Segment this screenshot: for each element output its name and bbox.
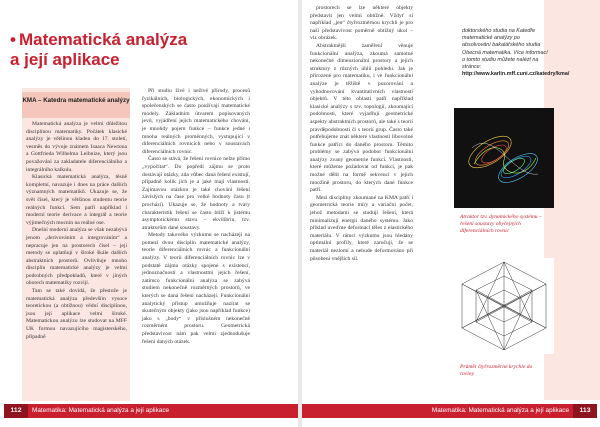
sidebar-paragraph: Dnešní moderní analýza se však nezabývá jenom „derivováním a integrováním“ a nepracuje jen na prostorech čísel – její metody se uplatňují v široké škále dalších abstraktních prostorů. Ovlivňuje mnoho disciplín matematické analýzy je velmi podrobných předpokladů, které v jiných oborech matematiky rozvijí. bbox=[26, 227, 127, 287]
page-number-right: 113 bbox=[573, 404, 597, 418]
page-number-left: 112 bbox=[4, 404, 28, 418]
sidebar-text bbox=[26, 121, 127, 341]
body-paragraph: Mezi disciplíny zkoumané na KMA patří i geometrická teorie míry a variační počet, jehož metodami se studují řešení, která minimalizují energii daného systému. Jako příklad uveďme deformaci těles z elastického materiálu. V rámci výzkumu jsou hledány optimální profily, které zaručují, že se materiál nezlomí a nebude deformováno při působení vnějších sil. bbox=[310, 194, 413, 262]
sidebar-paragraph: Matematická analýza je velmi důležitou disciplínou matematiky. Počátek klasické analýzy je většinou kladen do 17. století, vesměs do vývoje známem Isaaca Newtona a Gottfrieda Wilhelma Leibnize, který jsou považováni za zakladatele diferenciálního a integrálního kalkulu. bbox=[26, 121, 127, 173]
attractor-caption: Atraktor tzv. dynamického systému – řešení soustavy obyčejných diferenciálních rovnic bbox=[460, 214, 542, 235]
title-line-1: Matematická analýza bbox=[18, 30, 188, 49]
page-title bbox=[10, 30, 200, 70]
footer-left: Matematika: Matematická analýza a její aplikace bbox=[28, 404, 298, 418]
info-text: doktorského studia na Katedře matematické analýzy po absolvování bakalářského studia Obecná matematika. Více informací o tomto studiu můžete nalézt na stránce: bbox=[462, 28, 548, 71]
sidebar-paragraph: Tam se také dovídá, že přestože je matematická analýza především vysoce teoretickou (a obtížnou) vědní disciplínou, jsou její aplikace velmi široké. Matematickou analýzu lze studovat na MFF UK formou navazujícího magisterského, případně bbox=[26, 288, 127, 340]
sidebar-paragraph: Klasická matematická analýza, těsně kompletní, navazuje i dnes na práce dalších významných matematiků. Ukazuje se, že svět čísel, který je většinou studentu teorie reálných funkcí. Sem patří například i moderní teorie derivace a integrál a teorie výjimečných mocnin na reálné ose. bbox=[26, 174, 127, 226]
sidebar-heading: KMA – Katedra matematické analýzy bbox=[22, 92, 130, 118]
tesseract-graphic bbox=[454, 258, 554, 354]
title-line-2: a její aplikace bbox=[10, 50, 120, 69]
info-box bbox=[462, 28, 570, 78]
footer-right: Matematika: Matematická analýza a její aplikace bbox=[302, 404, 573, 418]
title-bullet: • bbox=[10, 30, 16, 49]
body-paragraph: prostorech se lze některé objekty představit jen velmi obtížně. Vždyť si například „jen“ čtyřrozměrnou krychli je pro naši představivost poměrně obtížný úkol – viz obrázek. bbox=[310, 5, 413, 42]
tesseract-figure bbox=[454, 258, 554, 354]
attractor-graphic bbox=[454, 108, 554, 208]
body-paragraph: Metody takového výzkumu se nacházejí na pomezí dvou disciplín matematické analýzy, teorie diferenciálních rovnic a funkcionální analýzy. V teorii diferenciálních rovnic lze v podstatě zájmu otázky spojené s existencí, jednoznačností a vlastnostmi jejich řešení, zatímco funkcionální analýza se zabývá studiem nekonečně rozměrných prostorů, ve kterých se daná řešení nacházejí. Funkcionální analytický přístup umožňuje nazírat se skutečným objekty (jako jsou například funkce) jako s „body“ v příslušném nekonečně rozměrném prostoru. Geometrická představivost nám pak velmi zjednodušuje řešení daných otázek. bbox=[142, 232, 250, 345]
body-paragraph: Často se stává, že řešení rovnice nelze přímo „vypočítat“. Do popředí zájmu se proto dostávají otázky, zda vůbec daná řešení existují, případně kolik jich je a jaké mají vlastnosti. Zajímavou otázkou je také chování řešení závislých na čase pro velké hodnoty času (t prochází). Ukazuje se, že hodnoty a tvary charakteristik řešení se často blíží k jistému asymptotickému stavu – ekvilibriu, tzv. atraktorům dané soustavy. bbox=[142, 156, 250, 231]
body-column-1 bbox=[142, 88, 250, 346]
info-link[interactable]: http://www.karlin.mff.cuni.cz/katedry/kma/ bbox=[462, 71, 570, 78]
attractor-figure bbox=[454, 108, 554, 208]
tesseract-caption: Průmět čtyřrozměrné krychle do roviny bbox=[460, 364, 533, 378]
body-paragraph: Abstraktnější zaměření věnuje funkcionální analýza, zkoumá samotné nekonečné dimenzionální prostory a jejich struktury z různých úhlů pohledu. Jak je přirozené pro matematiku, i ve funkcionální analýze je těžiště v pozorování a vyhodnocování kvantitativních vlastností objektů. V této oblasti patří například klasické analýzy s tzv. topologií, zkoumající podobnosti, které vyjadřují geometrické aspekty abstraktních prostorů, ale také s teorií pravděpodobnosti či s teorií grup. Často také potřebujeme znát některé vlastnosti libovolné funkce patřící do daného prostoru. Těmito problémy se zabývá podobor funkcionální analýzy zvaný geometrie funkcí. Vlastnosti, které můžeme požadovat od funkcí, je pak možné dělit na formě sekvencí v jejich množině prostoru, do kterých dané funkce patří. bbox=[310, 42, 413, 194]
body-column-2 bbox=[310, 5, 413, 263]
body-paragraph: Při studiu živé i neživé přírody, procesů fyzikálních, biologických, ekonomických i společenských se často používají matematické modely. Základním útvarem popisovaných jevů, vyjádření jejich matematického chování, je mnohdy pojem funkce – funkce jedné i mnoha reálných proměnných, vystupující v diferenciálních rovnicích nebo v soustavách diferenciálních rovnic. bbox=[142, 88, 250, 155]
